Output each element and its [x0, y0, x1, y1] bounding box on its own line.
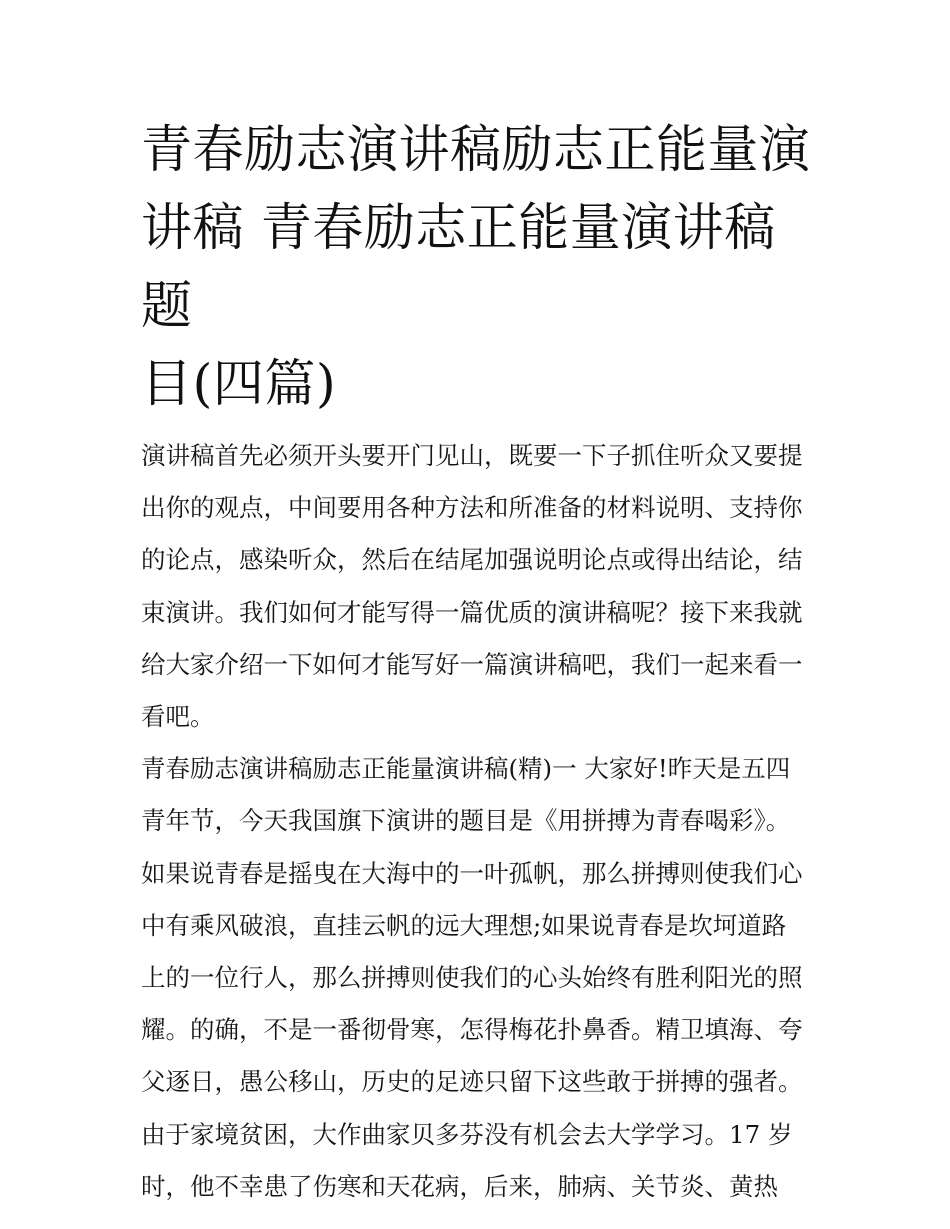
speech-paragraph: 青春励志演讲稿励志正能量演讲稿(精)一 大家好!昨天是五四 青年节，今天我国旗下演讲的题目是《用拼搏为青春喝彩》。 如果说青春是摇曳在大海中的一叶孤帆，那么拼搏则使我们心 中有乘风破浪，直挂云帆的远大理想;如果说青春是坎坷道路 上的一位行人，那么拼搏则使我们的心头始终有胜利阳光的照 耀。的确，不是一番彻骨寒，怎得梅花扑鼻香。精卫填海、夸 父逐日，愚公移山，历史的足迹只留下这些敢于拼搏的强者。 由于家境贫困，大作曲家贝多芬没有机会去大学学习。17 岁 时，他不幸患了伤寒和天花病，后来，肺病、关节炎、黄热 — [141, 754, 803, 1201]
document-body — [141, 430, 813, 1213]
document-content — [141, 112, 813, 1213]
intro-paragraph: 演讲稿首先必须开头要开门见山，既要一下子抓住听众又要提 出你的观点，中间要用各种方法和所准备的材料说明、支持你 的论点，感染听众，然后在结尾加强说明论点或得出结论，结 束演讲。我们如何才能写得一篇优质的演讲稿呢？接下来我就 给大家介绍一下如何才能写好一篇演讲稿吧，我们一起来看一 看吧。 — [141, 441, 803, 732]
document-title: 青春励志演讲稿励志正能量演 讲稿 青春励志正能量演讲稿题 目(四篇) — [141, 121, 811, 414]
